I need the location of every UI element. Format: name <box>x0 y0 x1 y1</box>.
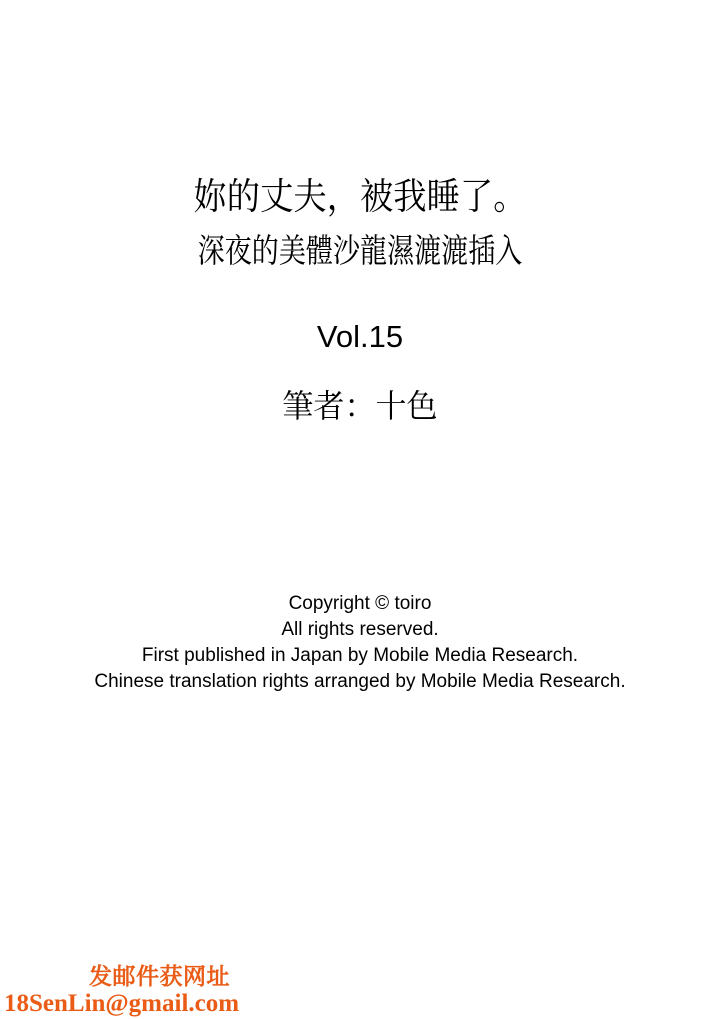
copyright-line-holder: Copyright © toiro <box>288 593 432 614</box>
copyright-line-publisher: First published in Japan by Mobile Media Research. <box>141 645 579 666</box>
copyright-block <box>0 591 720 695</box>
email-notice: 发邮件获网址 <box>89 964 230 989</box>
series-title: 妳的丈夫，被我睡了。 <box>193 176 527 217</box>
email-address: 18SenLin@gmail.com <box>4 990 240 1017</box>
copyright-line-rights: All rights reserved. <box>281 619 439 640</box>
contact-block <box>4 962 240 1017</box>
volume-number: Vol.15 <box>316 319 404 354</box>
author-credit: 筆者：十色 <box>282 388 438 424</box>
copyright-line-translation: Chinese translation rights arranged by Mobile Media Research. <box>94 671 626 692</box>
series-subtitle: 深夜的美體沙龍濕漉漉插入 <box>197 232 523 269</box>
